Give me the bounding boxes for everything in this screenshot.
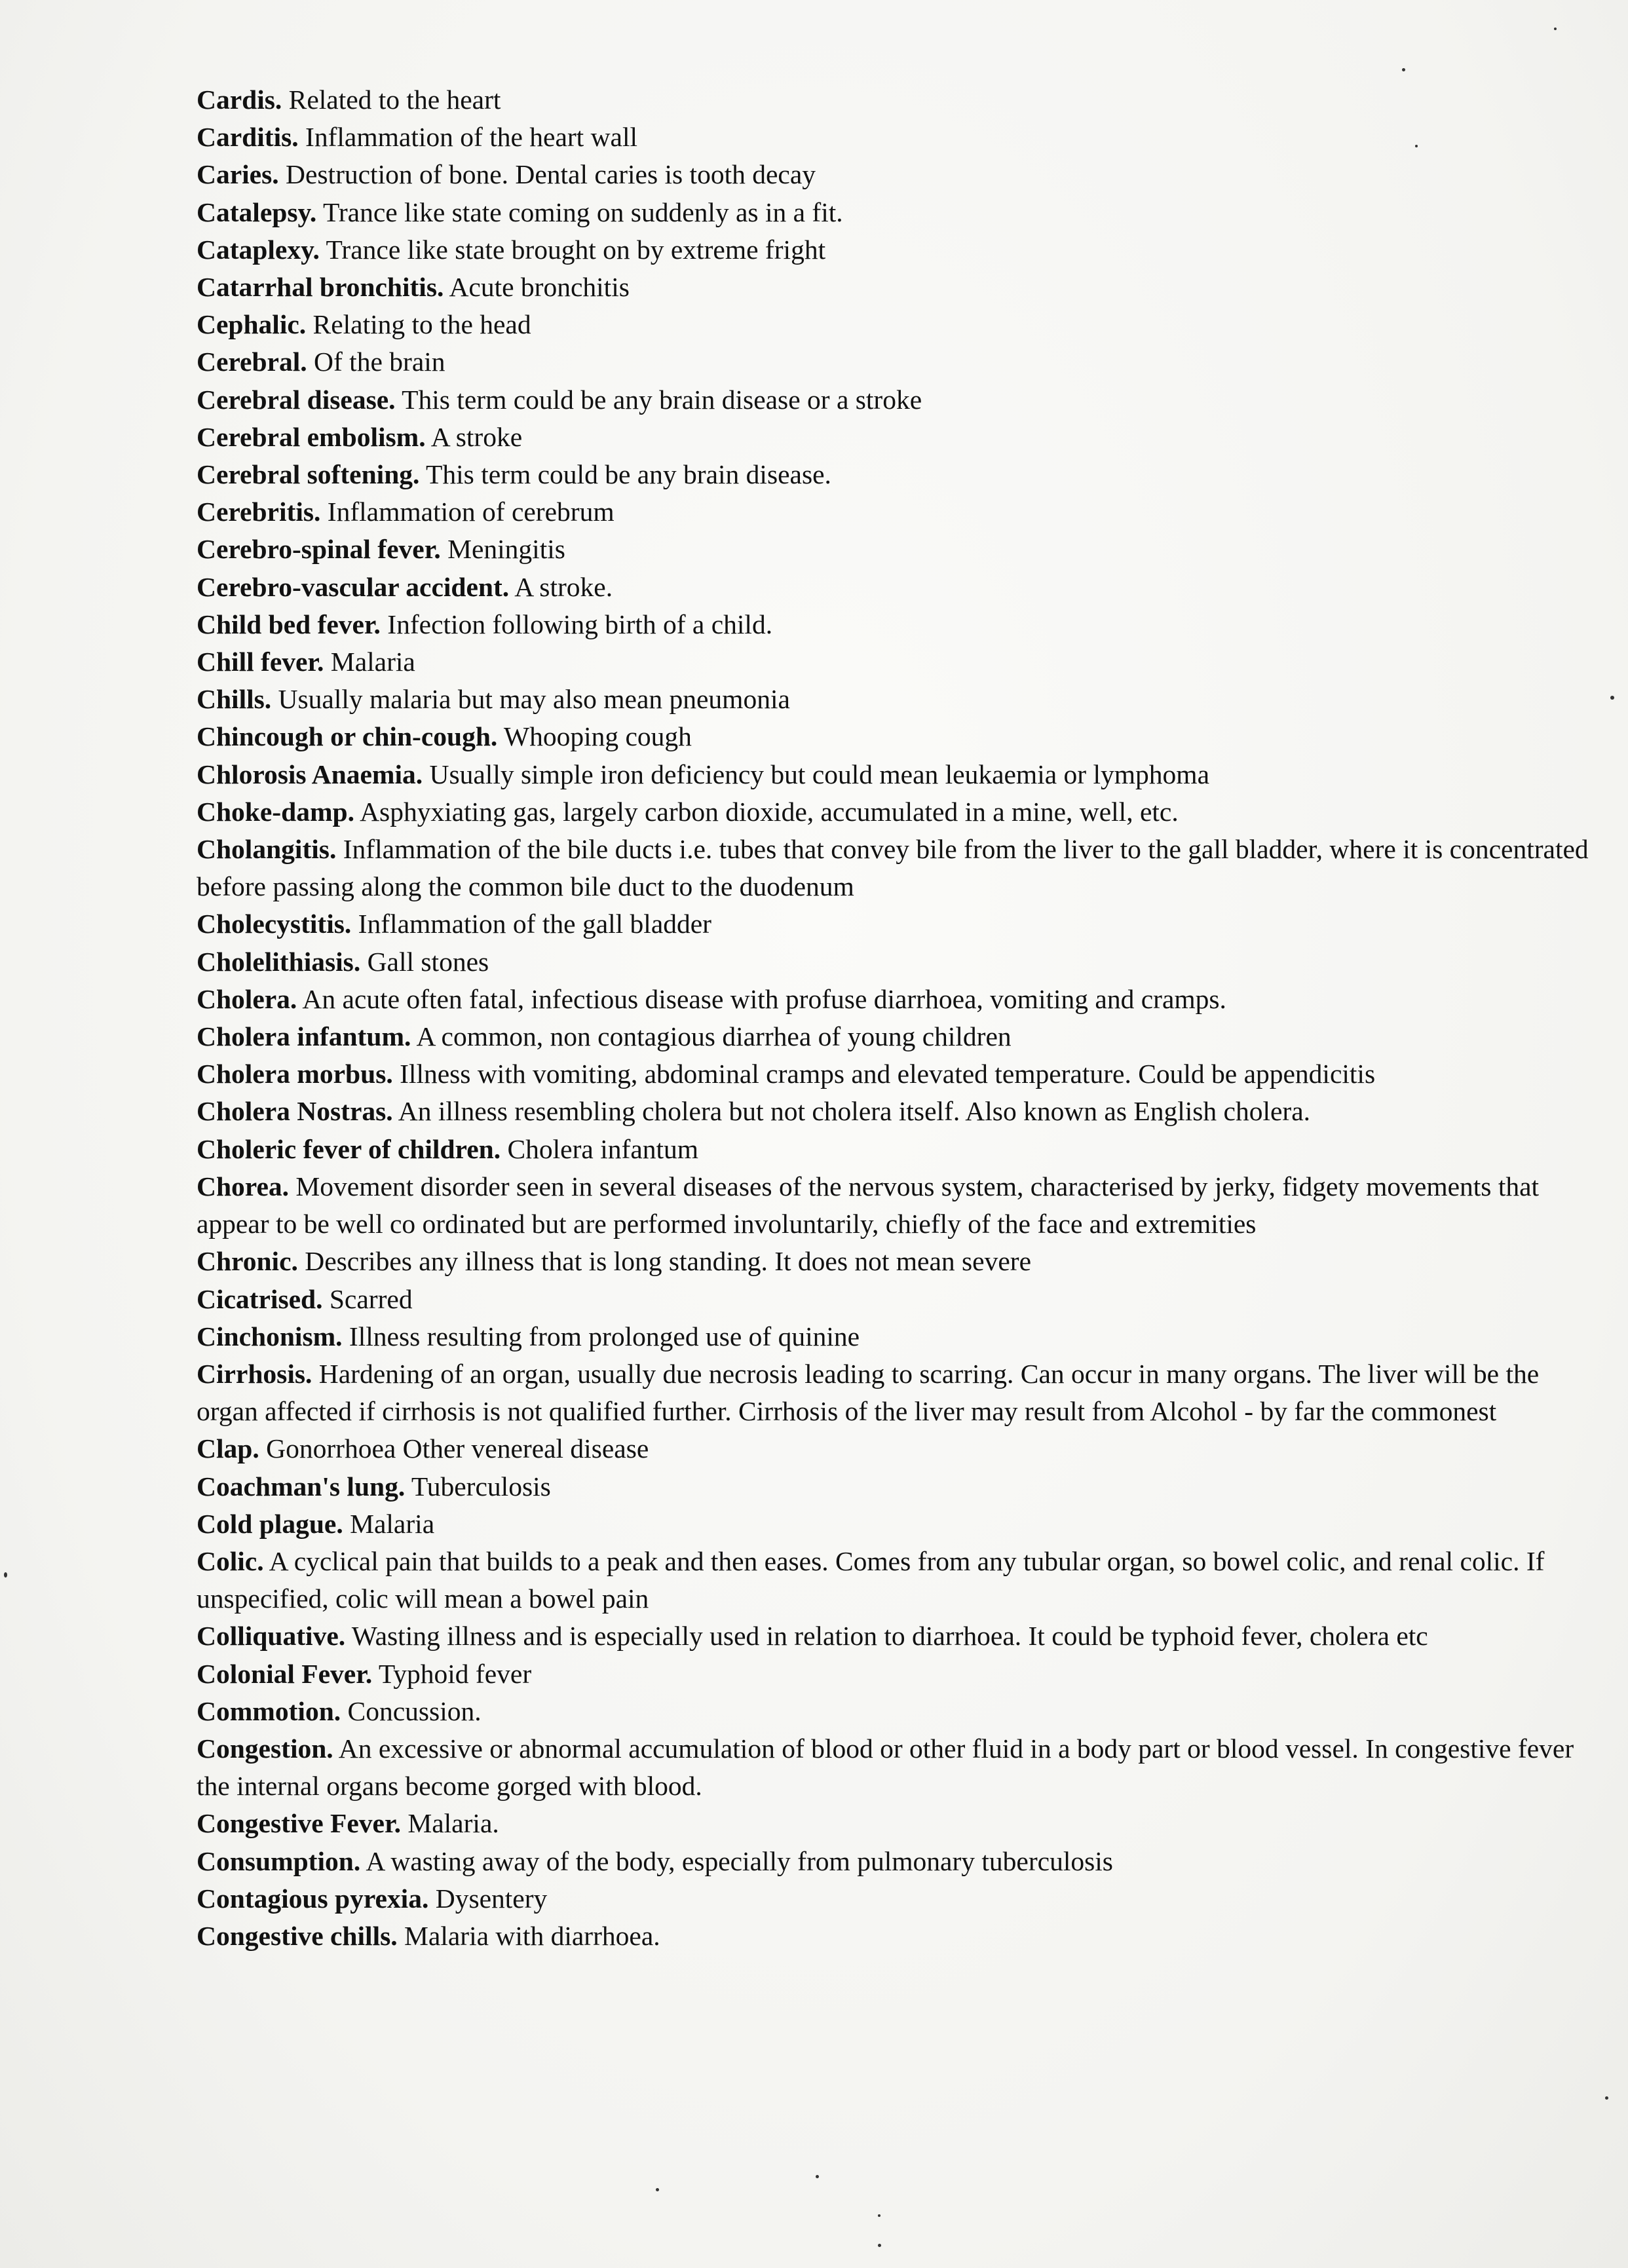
scan-speck (878, 2244, 881, 2247)
entry-definition: A wasting away of the body, especially from pulmonary tuberculosis (360, 1845, 1113, 1876)
scan-speck (1605, 2096, 1608, 2100)
glossary-entry (197, 1880, 1592, 1918)
glossary-entry (197, 756, 1592, 793)
entry-term: Commotion. (197, 1695, 341, 1726)
entry-definition: An acute often fatal, infectious disease with profuse diarrhoea, vomiting and cramps. (297, 983, 1226, 1014)
entry-term: Caries. (197, 159, 279, 190)
entry-definition: Usually simple iron deficiency but could mean leukaemia or lymphoma (423, 759, 1209, 789)
entry-term: Cerebral. (197, 347, 307, 377)
entry-definition: Inflammation of the bile ducts i.e. tubes that convey bile from the liver to the gall bladder, where it is concentrated before passing along the common bile duct to the duodenum (197, 834, 1589, 902)
entry-definition: Trance like state coming on suddenly as in a fit. (316, 197, 843, 227)
glossary-entry (197, 231, 1592, 269)
entry-term: Chill fever. (197, 647, 324, 677)
glossary-entry (197, 1805, 1592, 1842)
glossary-list (197, 81, 1592, 1955)
entry-definition: This term could be any brain disease or a stroke (395, 384, 922, 415)
entry-term: Cinchonism. (197, 1321, 343, 1351)
entry-term: Chills. (197, 684, 272, 715)
entry-definition: Scarred (322, 1283, 413, 1314)
entry-definition: Acute bronchitis (444, 272, 630, 303)
scan-speck (1402, 68, 1405, 71)
glossary-entry (197, 456, 1592, 493)
entry-term: Clap. (197, 1433, 259, 1464)
glossary-entry (197, 343, 1592, 381)
scan-speck (878, 2214, 880, 2217)
entry-term: Carditis. (197, 122, 299, 153)
glossary-entry (197, 569, 1592, 606)
glossary-entry (197, 1693, 1592, 1730)
entry-term: Cholecystitis. (197, 909, 352, 939)
glossary-entry (197, 606, 1592, 643)
entry-term: Cerebral embolism. (197, 421, 426, 452)
glossary-entry (197, 1355, 1592, 1430)
entry-term: Cirrhosis. (197, 1358, 312, 1389)
entry-definition: Relating to the head (306, 309, 531, 340)
entry-definition: Wasting illness and is especially used in relation to diarrhoea. It could be typhoid fever, cholera etc (345, 1621, 1428, 1652)
entry-definition: Malaria. (400, 1808, 499, 1839)
entry-term: Cardis. (197, 85, 282, 115)
entry-definition: An illness resembling cholera but not cholera itself. Also known as English cholera. (392, 1096, 1311, 1127)
entry-definition: Illness with vomiting, abdominal cramps and elevated temperature. Could be appendicitis (392, 1059, 1376, 1089)
entry-definition: Asphyxiating gas, largely carbon dioxide, accumulated in a mine, well, etc. (354, 796, 1179, 827)
glossary-entry (197, 119, 1592, 156)
entry-term: Cataplexy. (197, 234, 320, 265)
scan-speck (1415, 145, 1418, 147)
glossary-entry (197, 981, 1592, 1018)
entry-definition: Trance like state brought on by extreme fright (319, 234, 826, 265)
entry-definition: Gonorrhoea Other venereal disease (259, 1433, 649, 1464)
glossary-entry (197, 156, 1592, 193)
glossary-entry (197, 531, 1592, 568)
entry-term: Congestive Fever. (197, 1808, 401, 1839)
glossary-entry (197, 943, 1592, 981)
entry-term: Cholangitis. (197, 834, 337, 865)
glossary-entry (197, 1055, 1592, 1093)
entry-term: Chorea. (197, 1171, 290, 1201)
entry-definition: A common, non contagious diarrhea of young children (411, 1021, 1012, 1052)
glossary-entry (197, 1318, 1592, 1355)
glossary-entry (197, 718, 1592, 755)
glossary-entry (197, 1168, 1592, 1243)
glossary-entry (197, 1730, 1592, 1805)
glossary-entry (197, 1093, 1592, 1130)
entry-definition: Infection following birth of a child. (380, 609, 773, 639)
glossary-entry (197, 905, 1592, 943)
entry-definition: A stroke (425, 421, 523, 452)
entry-definition: This term could be any brain disease. (419, 459, 831, 490)
glossary-entry (197, 1617, 1592, 1655)
entry-term: Catarrhal bronchitis. (197, 272, 444, 303)
entry-term: Cerebritis. (197, 497, 321, 527)
entry-definition: Movement disorder seen in several diseases of the nervous system, characterised by jerky, fidgety movements that appear to be well co ordinated but are performed involuntarily, chiefly of the face and extremities (197, 1171, 1540, 1239)
entry-definition: A stroke. (509, 571, 613, 602)
entry-term: Chronic. (197, 1246, 298, 1277)
entry-term: Cerebral disease. (197, 384, 396, 415)
glossary-entry (197, 306, 1592, 343)
glossary-entry (197, 81, 1592, 119)
glossary-entry (197, 1243, 1592, 1280)
glossary-entry (197, 381, 1592, 419)
scan-speck (1610, 696, 1614, 700)
entry-definition: Malaria (343, 1508, 435, 1539)
entry-term: Congestion. (197, 1733, 333, 1764)
glossary-entry (197, 1468, 1592, 1505)
glossary-entry (197, 269, 1592, 306)
glossary-entry (197, 681, 1592, 718)
entry-term: Catalepsy. (197, 197, 317, 227)
entry-term: Colliquative. (197, 1621, 346, 1652)
entry-definition: Tuberculosis (405, 1471, 551, 1502)
entry-definition: Malaria with diarrhoea. (397, 1920, 660, 1951)
entry-term: Child bed fever. (197, 609, 381, 639)
entry-term: Choleric fever of children. (197, 1133, 501, 1164)
glossary-entry (197, 493, 1592, 531)
entry-definition: Illness resulting from prolonged use of quinine (342, 1321, 860, 1351)
entry-definition: Of the brain (307, 347, 445, 377)
entry-term: Colic. (197, 1545, 264, 1576)
entry-term: Cerebro-spinal fever. (197, 534, 441, 565)
entry-definition: Whooping cough (497, 721, 692, 752)
glossary-entry (197, 1430, 1592, 1467)
entry-term: Contagious pyrexia. (197, 1883, 429, 1914)
glossary-entry (197, 1843, 1592, 1880)
entry-term: Congestive chills. (197, 1920, 398, 1951)
entry-term: Cholera Nostras. (197, 1096, 393, 1127)
scan-speck (4, 1572, 7, 1578)
entry-definition: A cyclical pain that builds to a peak and then eases. Comes from any tubular organ, so bowel colic, and renal colic. If unspecified, colic will mean a bowel pain (197, 1545, 1545, 1614)
entry-term: Consumption. (197, 1845, 361, 1876)
glossary-entry (197, 1281, 1592, 1318)
entry-definition: Usually malaria but may also mean pneumonia (271, 684, 790, 715)
glossary-entry (197, 1505, 1592, 1543)
entry-definition: Hardening of an organ, usually due necrosis leading to scarring. Can occur in many organs. The liver will be the organ affected if cirrhosis is not qualified further. Cirrhosis of the liver may result from Alcohol - by far the commonest (197, 1358, 1540, 1427)
entry-term: Cholera morbus. (197, 1059, 393, 1089)
entry-term: Chlorosis Anaemia. (197, 759, 423, 789)
entry-term: Colonial Fever. (197, 1658, 373, 1689)
entry-definition: Inflammation of the heart wall (298, 122, 638, 153)
entry-definition: Cholera infantum (501, 1133, 699, 1164)
entry-definition: An excessive or abnormal accumulation of blood or other fluid in a body part or blood vessel. In congestive fever the internal organs become gorged with blood. (197, 1733, 1574, 1802)
scan-speck (1554, 28, 1557, 30)
glossary-entry (197, 793, 1592, 831)
entry-definition: Meningitis (440, 534, 565, 565)
glossary-entry (197, 1018, 1592, 1055)
entry-definition: Describes any illness that is long standing. It does not mean severe (297, 1246, 1031, 1277)
scan-speck (816, 2175, 819, 2178)
glossary-entry (197, 419, 1592, 456)
glossary-entry (197, 643, 1592, 681)
entry-term: Choke-damp. (197, 796, 354, 827)
entry-definition: Typhoid fever (372, 1658, 532, 1689)
entry-definition: Related to the heart (282, 85, 501, 115)
entry-definition: Dysentery (428, 1883, 548, 1914)
glossary-entry (197, 194, 1592, 231)
entry-term: Cerebral softening. (197, 459, 420, 490)
entry-definition: Gall stones (360, 946, 489, 977)
entry-term: Cephalic. (197, 309, 307, 340)
entry-term: Cerebro-vascular accident. (197, 571, 510, 602)
glossary-entry (197, 831, 1592, 905)
entry-term: Cholelithiasis. (197, 946, 361, 977)
scan-speck (656, 2188, 659, 2191)
entry-definition: Inflammation of the gall bladder (351, 909, 711, 939)
entry-term: Chincough or chin-cough. (197, 721, 498, 752)
entry-term: Coachman's lung. (197, 1471, 406, 1502)
entry-definition: Concussion. (341, 1695, 482, 1726)
entry-term: Cold plague. (197, 1508, 343, 1539)
glossary-entry (197, 1655, 1592, 1693)
entry-definition: Inflammation of cerebrum (320, 497, 615, 527)
glossary-entry (197, 1131, 1592, 1168)
entry-term: Cicatrised. (197, 1283, 323, 1314)
entry-definition: Destruction of bone. Dental caries is tooth decay (278, 159, 816, 190)
entry-term: Cholera. (197, 983, 297, 1014)
glossary-entry (197, 1543, 1592, 1617)
entry-term: Cholera infantum. (197, 1021, 411, 1052)
entry-definition: Malaria (324, 647, 415, 677)
glossary-entry (197, 1918, 1592, 1955)
